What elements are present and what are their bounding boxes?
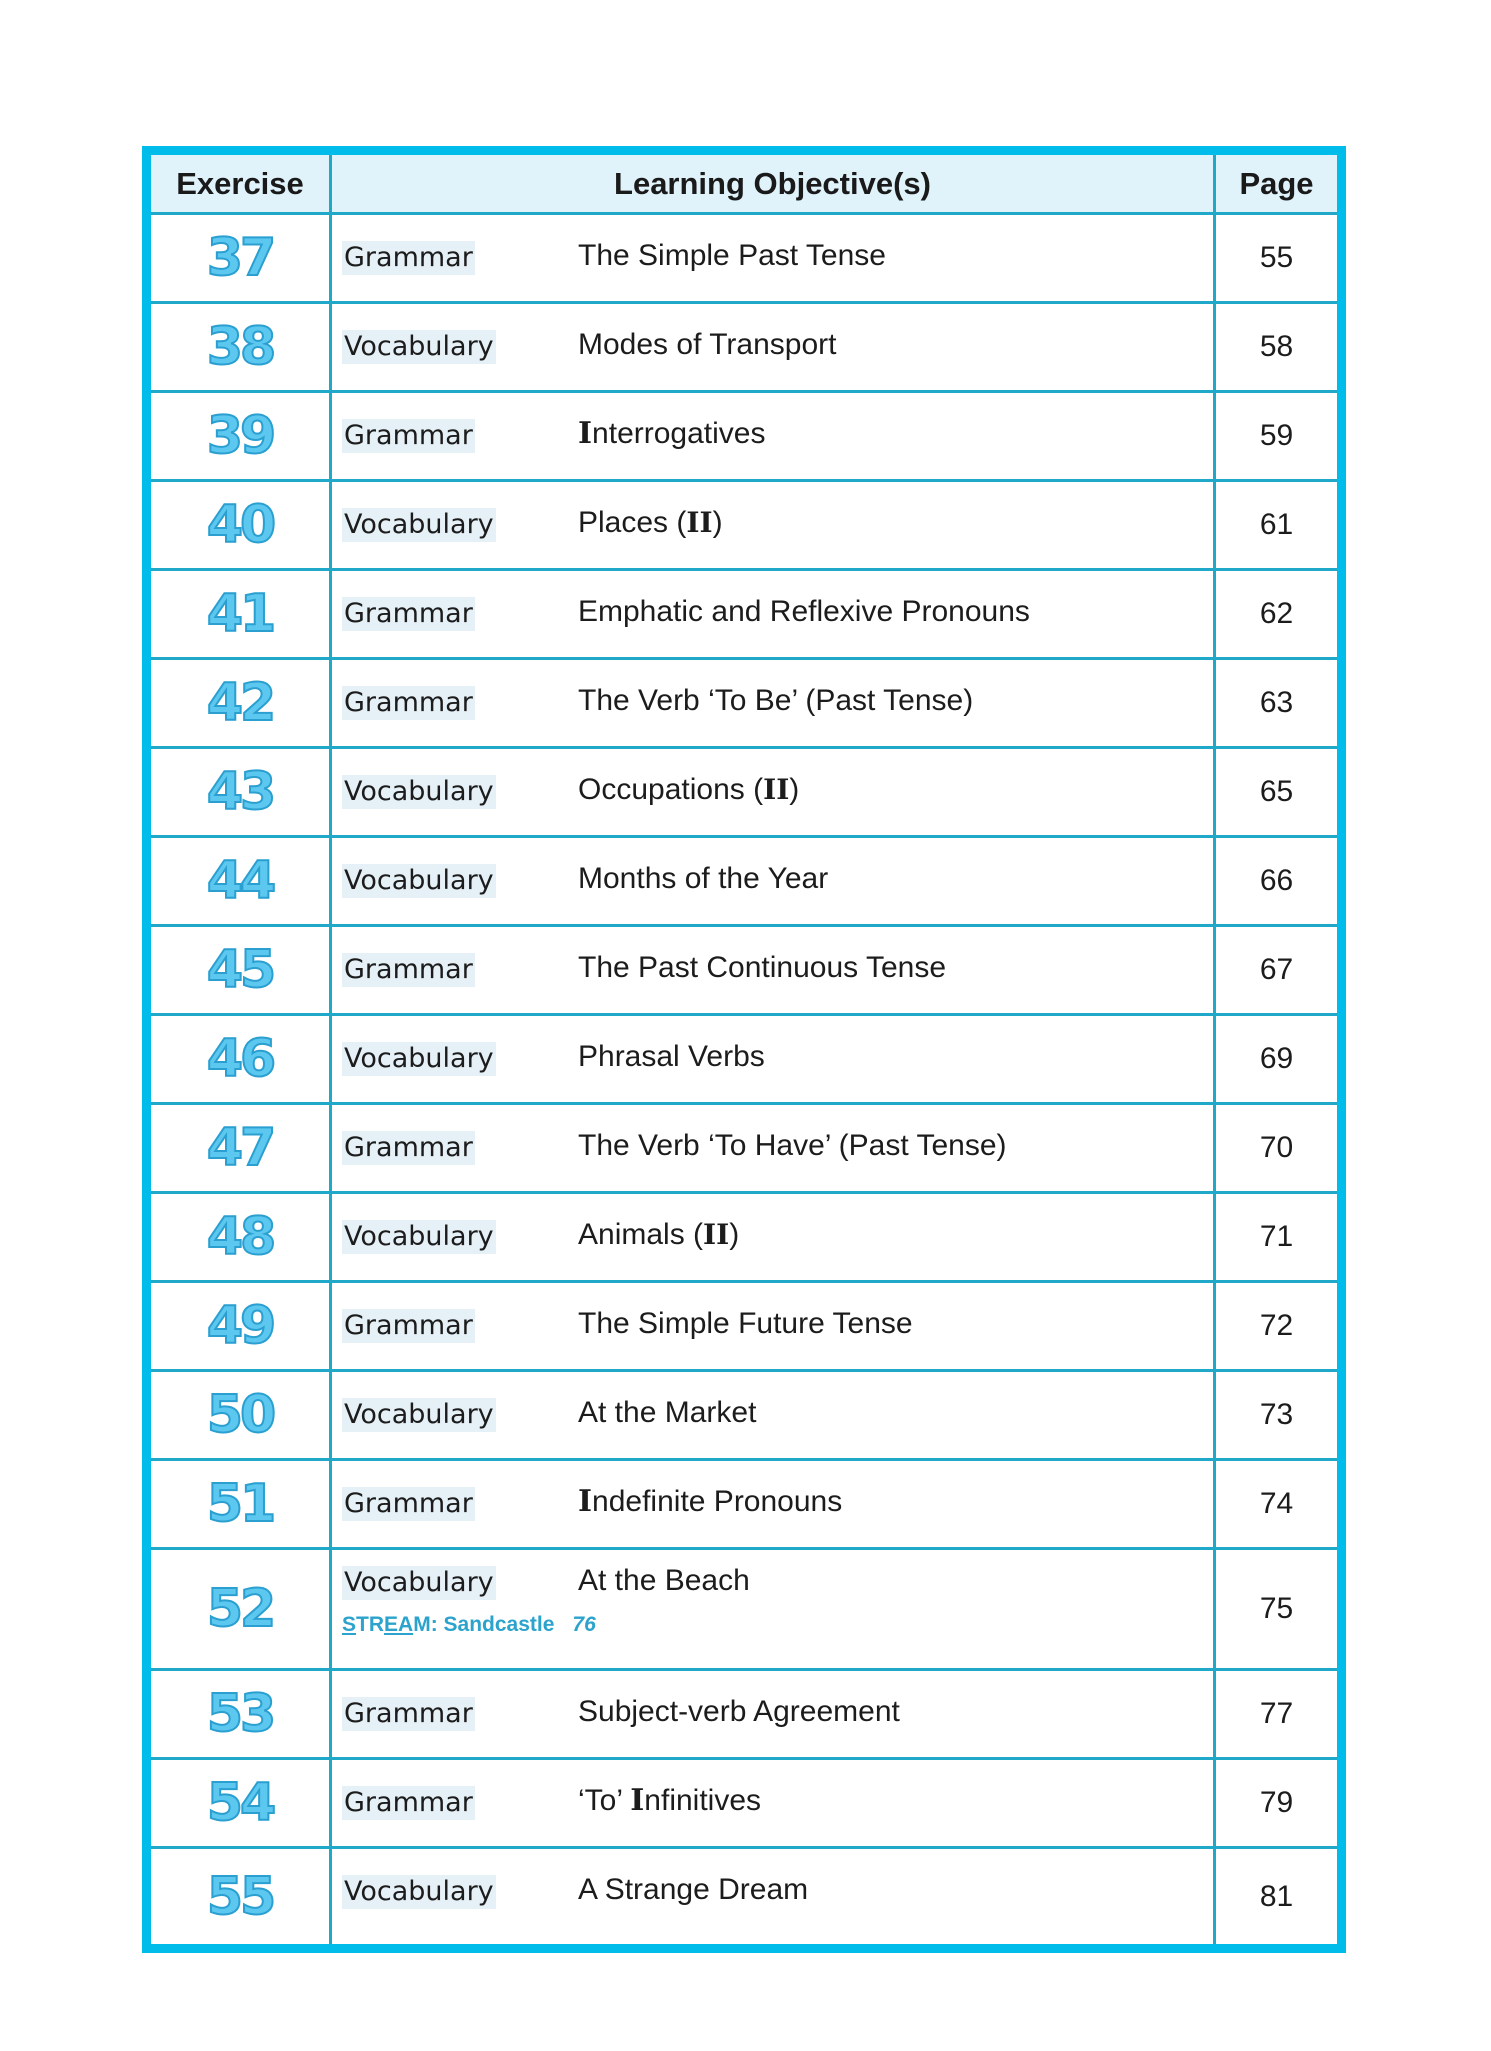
page-cell xyxy=(1216,1283,1337,1369)
page-number[interactable]: 70 xyxy=(1259,1131,1294,1164)
category-label: Grammar xyxy=(344,687,473,718)
objective-cell xyxy=(332,304,1216,390)
exercise-number: 38 xyxy=(206,317,274,377)
objective-text[interactable] xyxy=(578,773,799,807)
exercise-number: 37 xyxy=(206,228,274,288)
objective-text[interactable] xyxy=(578,1218,739,1252)
exercise-cell xyxy=(151,304,332,390)
header-exercise-cell xyxy=(151,155,332,212)
roman-numeral: II xyxy=(703,1218,730,1251)
exercise-cell xyxy=(151,1372,332,1458)
exercise-number: 42 xyxy=(206,673,274,733)
objective-text[interactable]: The Verb ‘To Have’ (Past Tense) xyxy=(578,1129,1007,1162)
exercise-number: 55 xyxy=(206,1866,274,1927)
objective-prefix: Occupations ( xyxy=(578,773,764,806)
objective-cell xyxy=(332,927,1216,1013)
table-row xyxy=(151,1550,1337,1671)
exercise-cell xyxy=(151,1194,332,1280)
exercise-number: 39 xyxy=(206,406,274,466)
objective-rest: ndefinite Pronouns xyxy=(592,1485,843,1518)
toc-grid xyxy=(151,155,1337,1944)
objective-cell xyxy=(332,1849,1216,1944)
page-cell xyxy=(1216,304,1337,390)
stream-activity-link[interactable] xyxy=(342,1612,596,1638)
page-number[interactable]: 79 xyxy=(1259,1786,1294,1819)
category-label: Grammar xyxy=(344,1310,473,1341)
table-row xyxy=(151,749,1337,838)
category-label: Vocabulary xyxy=(344,509,494,540)
exercise-cell xyxy=(151,1550,332,1668)
table-row xyxy=(151,215,1337,304)
page-number[interactable]: 77 xyxy=(1259,1697,1294,1730)
objective-text[interactable]: Subject-verb Agreement xyxy=(578,1695,900,1728)
exercise-cell xyxy=(151,1671,332,1757)
objective-text[interactable]: Emphatic and Reflexive Pronouns xyxy=(578,595,1030,628)
table-row xyxy=(151,571,1337,660)
page-number[interactable]: 69 xyxy=(1259,1042,1294,1075)
exercise-number: 48 xyxy=(206,1207,274,1267)
objective-prefix: Animals ( xyxy=(578,1218,704,1251)
category-label: Grammar xyxy=(344,1698,473,1729)
page-cell xyxy=(1216,571,1337,657)
header-objective: Learning Objective(s) xyxy=(614,165,931,201)
category-label: Vocabulary xyxy=(344,776,494,807)
page-cell xyxy=(1216,1016,1337,1102)
header-objective-cell xyxy=(332,155,1216,212)
page-cell xyxy=(1216,393,1337,479)
category-label: Grammar xyxy=(344,1488,473,1519)
objective-cell xyxy=(332,838,1216,924)
category-label: Grammar xyxy=(344,598,473,629)
category-label: Vocabulary xyxy=(344,1221,494,1252)
table-row xyxy=(151,1105,1337,1194)
header-page-cell xyxy=(1216,155,1337,212)
objective-cell xyxy=(332,1550,1216,1668)
page-cell xyxy=(1216,660,1337,746)
page-cell xyxy=(1216,1105,1337,1191)
objective-cell xyxy=(332,482,1216,568)
exercise-cell xyxy=(151,749,332,835)
exercise-cell xyxy=(151,927,332,1013)
page-cell xyxy=(1216,1194,1337,1280)
exercise-number: 51 xyxy=(206,1474,274,1534)
table-row xyxy=(151,1671,1337,1760)
table-row xyxy=(151,1372,1337,1461)
exercise-number: 53 xyxy=(206,1684,274,1744)
objective-cell xyxy=(332,1016,1216,1102)
table-row xyxy=(151,927,1337,1016)
stream-page-number: 76 xyxy=(572,1613,596,1636)
exercise-cell xyxy=(151,838,332,924)
page-number[interactable]: 61 xyxy=(1259,508,1294,541)
objective-cell xyxy=(332,1760,1216,1846)
category-label: Grammar xyxy=(344,1787,473,1818)
table-header xyxy=(151,155,1337,215)
exercise-cell xyxy=(151,1461,332,1547)
exercise-number: 43 xyxy=(206,762,274,822)
category-label: Vocabulary xyxy=(344,1567,494,1598)
exercise-number: 45 xyxy=(206,940,274,1000)
table-row xyxy=(151,1016,1337,1105)
page-number[interactable]: 73 xyxy=(1259,1398,1294,1431)
table-row xyxy=(151,393,1337,482)
table-row xyxy=(151,1194,1337,1283)
objective-text[interactable]: The Simple Future Tense xyxy=(578,1307,913,1340)
page-cell xyxy=(1216,215,1337,301)
objective-cell xyxy=(332,660,1216,746)
objective-cell xyxy=(332,571,1216,657)
page-number[interactable]: 71 xyxy=(1259,1220,1294,1253)
table-row xyxy=(151,838,1337,927)
objective-text[interactable]: Modes of Transport xyxy=(578,328,837,361)
exercise-number: 41 xyxy=(206,584,274,644)
page-number[interactable]: 75 xyxy=(1259,1592,1294,1625)
stream-letter: E xyxy=(384,1613,399,1636)
page-number[interactable]: 65 xyxy=(1259,775,1294,808)
table-row xyxy=(151,304,1337,393)
objective-cell xyxy=(332,749,1216,835)
objective-suffix: ) xyxy=(789,773,800,806)
objective-cell xyxy=(332,1372,1216,1458)
exercise-number: 54 xyxy=(206,1773,274,1833)
objective-text[interactable]: At the Market xyxy=(578,1396,757,1429)
table-row xyxy=(151,660,1337,749)
category-label: Vocabulary xyxy=(344,1876,494,1907)
objective-cell xyxy=(332,1194,1216,1280)
objective-text[interactable]: The Verb ‘To Be’ (Past Tense) xyxy=(578,684,974,717)
exercise-cell xyxy=(151,1849,332,1944)
objective-suffix: ) xyxy=(729,1218,740,1251)
exercise-number: 40 xyxy=(206,495,274,555)
exercise-cell xyxy=(151,571,332,657)
page-cell xyxy=(1216,1760,1337,1846)
page-cell xyxy=(1216,838,1337,924)
roman-numeral: II xyxy=(686,506,713,539)
objective-text[interactable]: At the Beach xyxy=(578,1564,750,1597)
objective-prefix: Places ( xyxy=(578,506,687,539)
exercise-cell xyxy=(151,1016,332,1102)
objective-cell xyxy=(332,1461,1216,1547)
exercise-cell xyxy=(151,1105,332,1191)
objective-cell xyxy=(332,1105,1216,1191)
page-number[interactable]: 63 xyxy=(1259,686,1294,719)
page-number[interactable]: 72 xyxy=(1259,1309,1294,1342)
objective-text[interactable] xyxy=(578,506,723,540)
objective-cell xyxy=(332,393,1216,479)
category-label: Vocabulary xyxy=(344,331,494,362)
objective-bold-initial: I xyxy=(578,1484,593,1519)
category-label: Grammar xyxy=(344,242,473,273)
category-label: Grammar xyxy=(344,1132,473,1163)
stream-title: M: Sandcastle xyxy=(413,1613,555,1636)
page-number[interactable]: 67 xyxy=(1259,953,1294,986)
objective-rest: nfinitives xyxy=(644,1784,762,1817)
page-cell xyxy=(1216,927,1337,1013)
objective-text[interactable]: Months of the Year xyxy=(578,862,829,895)
roman-numeral: II xyxy=(763,773,790,806)
table-row xyxy=(151,1461,1337,1550)
page-cell xyxy=(1216,1550,1337,1668)
exercise-number: 50 xyxy=(206,1385,274,1445)
exercise-cell xyxy=(151,393,332,479)
page-cell xyxy=(1216,482,1337,568)
objective-cell xyxy=(332,215,1216,301)
page-cell xyxy=(1216,1372,1337,1458)
header-exercise: Exercise xyxy=(176,165,304,201)
page-cell xyxy=(1216,1461,1337,1547)
stream-letter: T xyxy=(356,1613,369,1636)
page-cell xyxy=(1216,1671,1337,1757)
exercise-number: 44 xyxy=(206,851,274,911)
page-number[interactable]: 74 xyxy=(1259,1487,1294,1520)
objective-text[interactable]: The Simple Past Tense xyxy=(578,239,886,272)
page-number[interactable]: 62 xyxy=(1259,597,1294,630)
objective-cell xyxy=(332,1283,1216,1369)
page-number[interactable]: 81 xyxy=(1259,1879,1294,1913)
objective-text[interactable] xyxy=(578,417,765,451)
stream-letter: A xyxy=(398,1613,414,1636)
exercise-cell xyxy=(151,215,332,301)
objective-rest: nterrogatives xyxy=(592,417,766,450)
objective-cell xyxy=(332,1671,1216,1757)
exercise-cell xyxy=(151,482,332,568)
table-row xyxy=(151,482,1337,571)
page-number[interactable]: 66 xyxy=(1259,864,1294,897)
objective-text[interactable] xyxy=(578,1784,761,1818)
page-cell xyxy=(1216,749,1337,835)
exercise-cell xyxy=(151,1760,332,1846)
objective-text[interactable]: A Strange Dream xyxy=(578,1873,809,1906)
exercise-number: 47 xyxy=(206,1118,274,1178)
objective-suffix: ) xyxy=(712,506,723,539)
page-cell xyxy=(1216,1849,1337,1944)
table-row xyxy=(151,1760,1337,1849)
page-number[interactable]: 59 xyxy=(1259,419,1294,452)
page-number[interactable]: 55 xyxy=(1259,241,1294,274)
exercise-number: 52 xyxy=(206,1579,274,1639)
stream-letter: R xyxy=(368,1613,385,1636)
category-label: Vocabulary xyxy=(344,1399,494,1430)
table-row xyxy=(151,1849,1337,1944)
header-page: Page xyxy=(1239,165,1314,201)
stream-letter: S xyxy=(342,1613,357,1636)
exercise-cell xyxy=(151,1283,332,1369)
objective-text[interactable] xyxy=(578,1485,842,1519)
exercise-cell xyxy=(151,660,332,746)
category-label: Vocabulary xyxy=(344,1043,494,1074)
table-row xyxy=(151,1283,1337,1372)
exercise-number: 46 xyxy=(206,1029,274,1089)
category-label: Grammar xyxy=(344,954,473,985)
table-of-contents xyxy=(142,146,1346,1953)
objective-bold-initial: I xyxy=(630,1783,645,1818)
objective-text[interactable]: Phrasal Verbs xyxy=(578,1040,765,1073)
category-label: Grammar xyxy=(344,420,473,451)
objective-text[interactable]: The Past Continuous Tense xyxy=(578,951,947,984)
objective-bold-initial: I xyxy=(578,416,593,451)
page-number[interactable]: 58 xyxy=(1259,330,1294,363)
category-label: Vocabulary xyxy=(344,865,494,896)
exercise-number: 49 xyxy=(206,1296,274,1356)
objective-prefix: ‘To’ xyxy=(578,1784,631,1817)
